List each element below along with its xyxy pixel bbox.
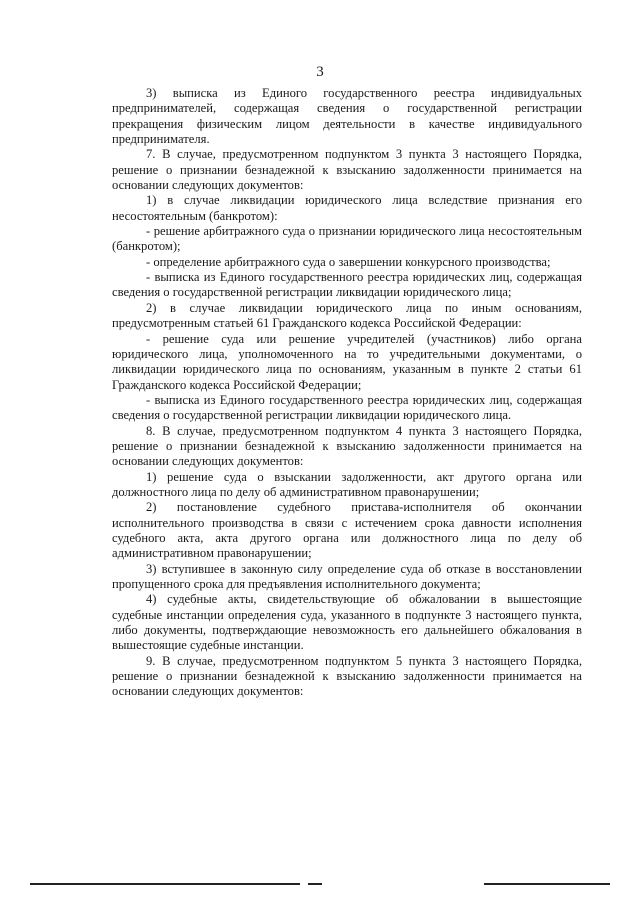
- paragraph: 8. В случае, предусмотренном подпунктом 4 пункта 3 настоящего Порядка, решение о признании безнадежной к взысканию задолженности принимается на основании следующих документов:: [112, 423, 582, 469]
- footer-rule: [308, 883, 322, 885]
- footer-rule: [30, 883, 300, 885]
- paragraph: - решение арбитражного суда о признании юридического лица несостоятельным (банкротом);: [112, 224, 582, 254]
- paragraph: - решение суда или решение учредителей (участников) либо органа юридического лица, уполномоченного на то учредительными документами, о ликвидации юридического лица по основаниям, указанным в пункте 2 статьи 61 Гражданского кодекса Российской Федерации;: [112, 331, 582, 392]
- paragraph: 3) вступившее в законную силу определение суда об отказе в восстановлении пропущенного срока для предъявления исполнительного документа;: [112, 561, 582, 591]
- paragraph: - выписка из Единого государственного реестра юридических лиц, содержащая сведения о государственной регистрации ликвидации юридического лица.: [112, 392, 582, 423]
- paragraph: 4) судебные акты, свидетельствующие об обжаловании в вышестоящие судебные инстанции определения суда, указанного в подпункте 3 настоящего пункта, либо документы, подтверждающие невозможность его дальнейшего обжалования в вышестоящие судебные инстанции.: [112, 592, 582, 653]
- page-number: 3: [316, 64, 324, 80]
- paragraph: 2) в случае ликвидации юридического лица по иным основаниям, предусмотренным статьей 61 Гражданского кодекса Российской Федерации:: [112, 300, 582, 331]
- document-body: [112, 86, 582, 700]
- paragraph: 7. В случае, предусмотренном подпунктом 3 пункта 3 настоящего Порядка, решение о признании безнадежной к взысканию задолженности принимается на основании следующих документов:: [112, 147, 582, 193]
- paragraph: 2) постановление судебного пристава-исполнителя об окончании исполнительного производства в связи с истечением срока давности исполнения судебного акта, акта другого органа или должностного лица по делу об административном правонарушении;: [112, 500, 582, 561]
- paragraph: 1) решение суда о взыскании задолженности, акт другого органа или должностного лица по делу об административном правонарушении;: [112, 469, 582, 499]
- paragraph: 1) в случае ликвидации юридического лица вследствие признания его несостоятельным (банкротом):: [112, 193, 582, 223]
- paragraph: - выписка из Единого государственного реестра юридических лиц, содержащая сведения о государственной регистрации ликвидации юридического лица;: [112, 270, 582, 300]
- paragraph: 3) выписка из Единого государственного реестра индивидуальных предпринимателей, содержащая сведения о государственной регистрации прекращения физическим лицом деятельности в качестве индивидуального предпринимателя.: [112, 86, 582, 147]
- paragraph: 9. В случае, предусмотренном подпунктом 5 пункта 3 настоящего Порядка, решение о признании безнадежной к взысканию задолженности принимается на основании следующих документов:: [112, 653, 582, 699]
- footer-rule: [484, 883, 610, 885]
- paragraph: - определение арбитражного суда о завершении конкурсного производства;: [146, 254, 551, 269]
